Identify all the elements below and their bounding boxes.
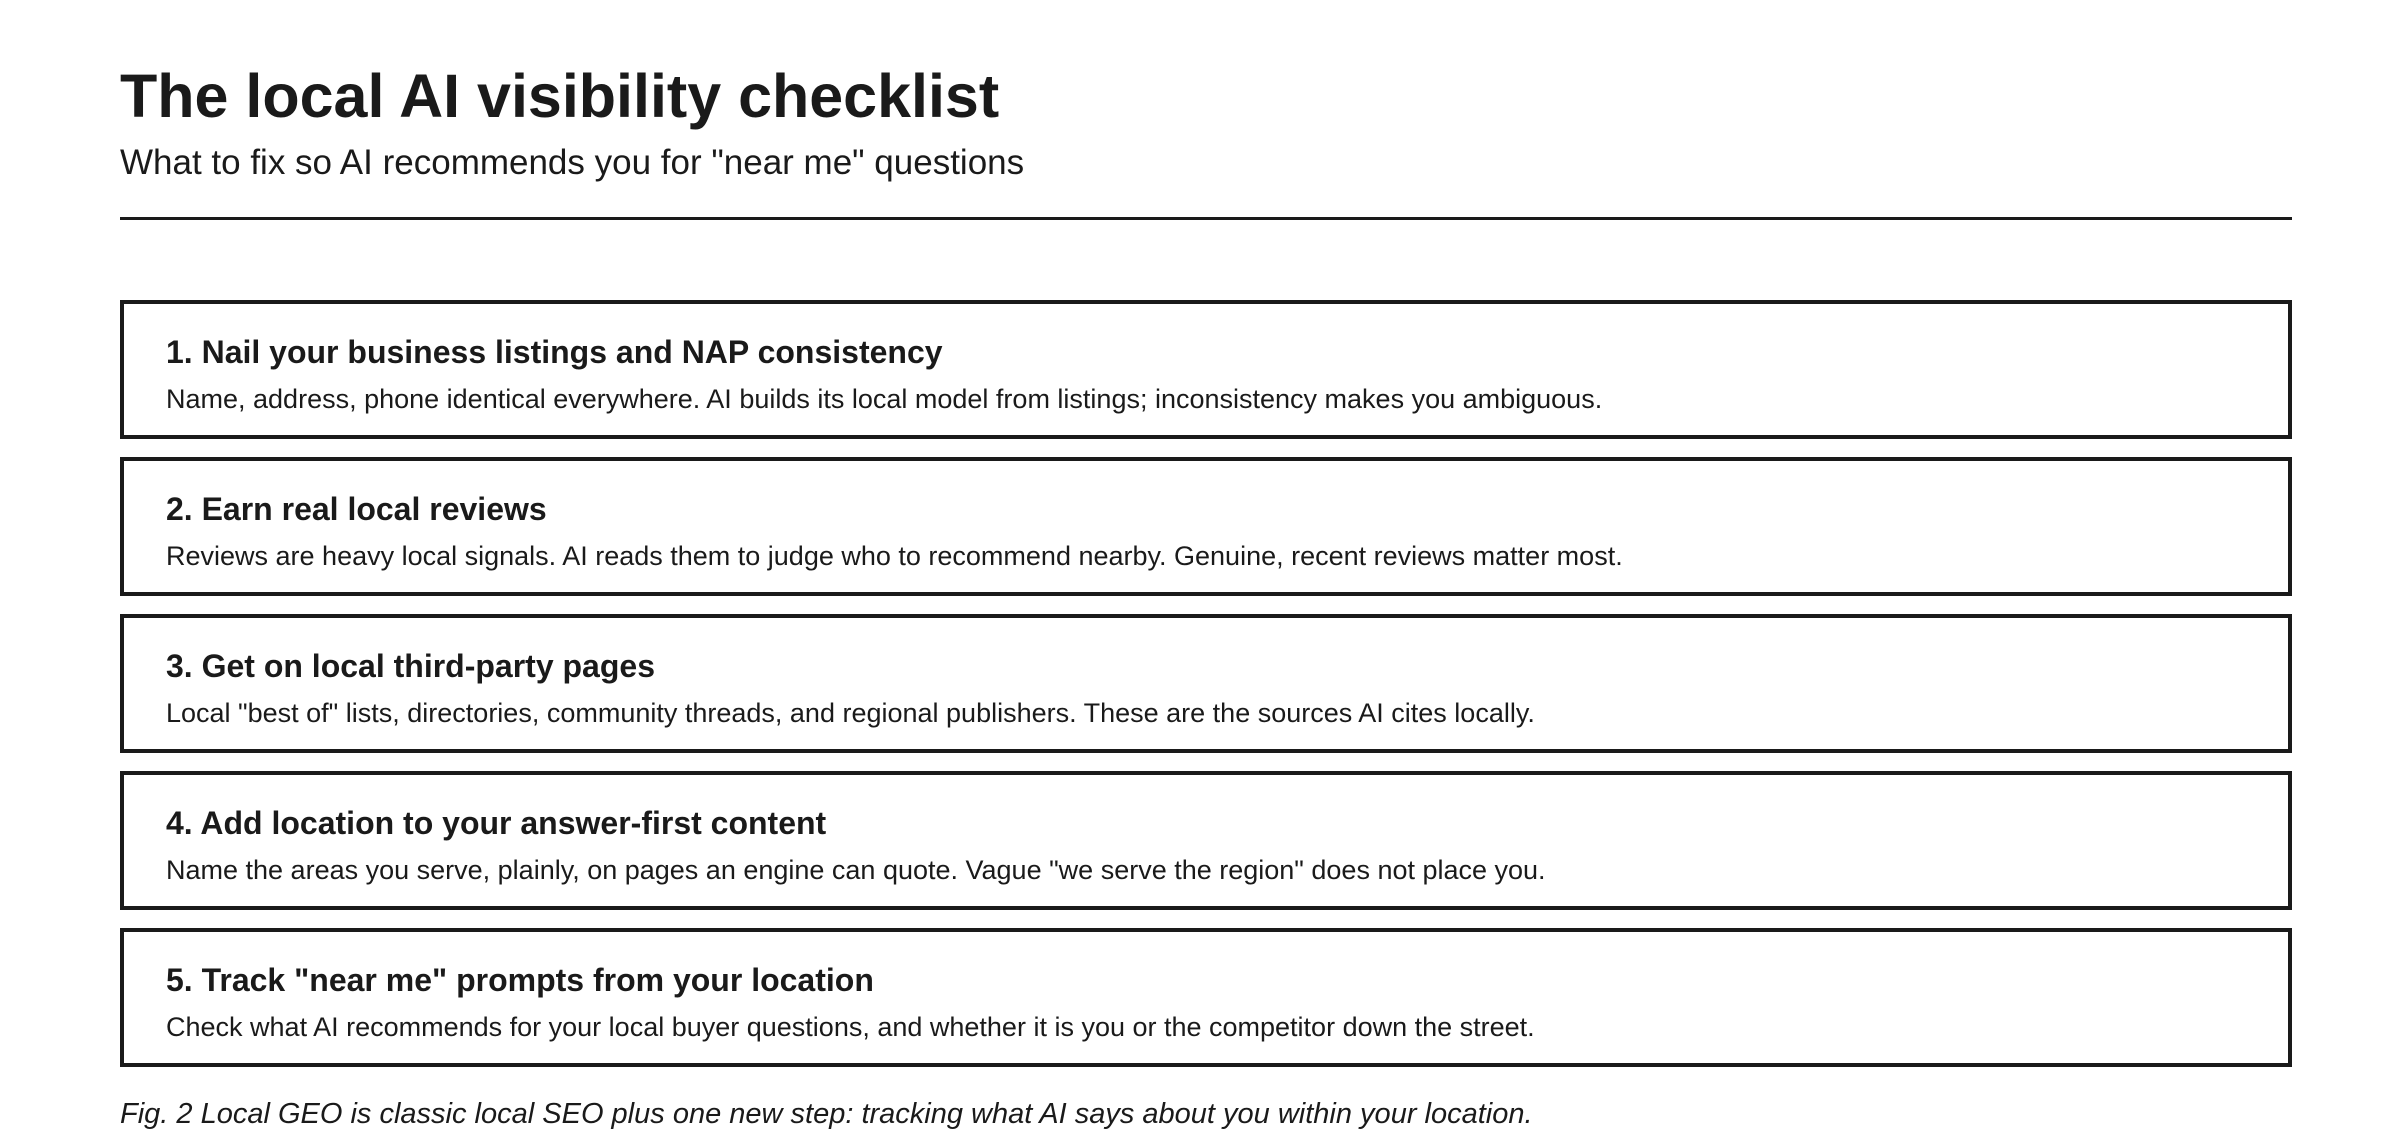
page-subtitle: What to fix so AI recommends you for "near me" questions	[120, 143, 1025, 182]
checklist-item-title: 3. Get on local third-party pages	[166, 648, 655, 684]
checklist-item-title: 1. Nail your business listings and NAP consistency	[166, 334, 943, 370]
checklist-item-track-prompts	[120, 928, 2292, 1067]
checklist-item-title: 2. Earn real local reviews	[166, 491, 547, 527]
checklist-item-description: Reviews are heavy local signals. AI reads them to judge who to recommend nearby. Genuine, recent reviews matter most.	[166, 541, 1623, 571]
checklist-item-reviews	[120, 457, 2292, 596]
checklist-item-description: Local "best of" lists, directories, community threads, and regional publishers. These are the sources AI cites locally.	[166, 698, 1535, 728]
checklist-item-description: Name, address, phone identical everywhere. AI builds its local model from listings; inconsistency makes you ambiguous.	[166, 384, 1603, 414]
header-divider	[120, 217, 2292, 220]
checklist	[120, 300, 2292, 1085]
page-title: The local AI visibility checklist	[120, 62, 1000, 130]
checklist-item-description: Name the areas you serve, plainly, on pages an engine can quote. Vague "we serve the region" does not place you.	[166, 855, 1546, 885]
checklist-item-location-content	[120, 771, 2292, 910]
checklist-item-title: 5. Track "near me" prompts from your location	[166, 962, 874, 998]
checklist-item-third-party-pages	[120, 614, 2292, 753]
checklist-item-description: Check what AI recommends for your local buyer questions, and whether it is you or the competitor down the street.	[166, 1012, 1535, 1042]
figure-caption: Fig. 2 Local GEO is classic local SEO plus one new step: tracking what AI says about you within your location.	[120, 1098, 1533, 1130]
checklist-item-title: 4. Add location to your answer-first content	[166, 805, 827, 841]
checklist-item-listings	[120, 300, 2292, 439]
